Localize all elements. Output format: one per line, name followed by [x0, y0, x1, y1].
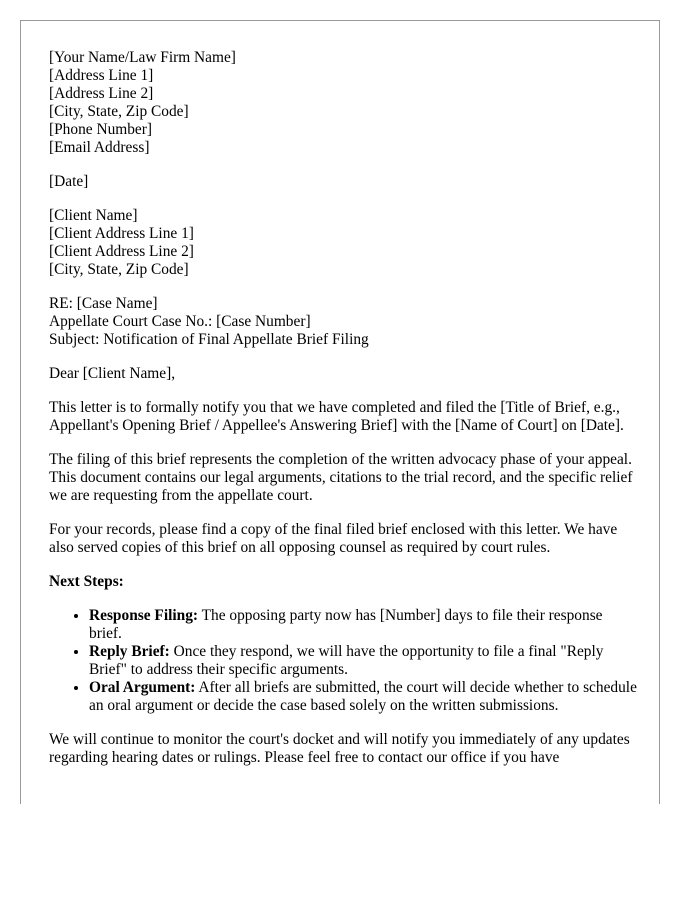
letter-content: [49, 49, 637, 783]
sender-phone: [Phone Number]: [49, 121, 153, 138]
recipient-name: [Client Name]: [49, 207, 138, 224]
list-item: [89, 607, 637, 643]
recipient-block: [49, 207, 637, 279]
next-steps-list: [49, 607, 637, 715]
recipient-city-state-zip: [City, State, Zip Code]: [49, 261, 189, 278]
sender-name: [Your Name/Law Firm Name]: [49, 49, 236, 66]
reference-block: [49, 295, 637, 349]
subject-line: Subject: Notification of Final Appellate Brief Filing: [49, 331, 369, 348]
sender-block: [49, 49, 637, 157]
list-item: [89, 643, 637, 679]
list-item: [89, 679, 637, 715]
list-item-text: After all briefs are submitted, the court will decide whether to schedule an oral argument or decide the case based solely on the written submissions.: [89, 679, 637, 714]
letter-page: [20, 20, 660, 804]
list-item-label: Response Filing:: [89, 607, 199, 624]
sender-city-state-zip: [City, State, Zip Code]: [49, 103, 189, 120]
next-steps-heading-text: Next Steps:: [49, 573, 124, 590]
re-case-name: RE: [Case Name]: [49, 295, 158, 312]
letter-date: [Date]: [49, 173, 89, 190]
list-item-text: The opposing party now has [Number] days to file their response brief.: [89, 607, 603, 642]
date-block: [49, 173, 637, 191]
next-steps-heading: [49, 573, 637, 591]
sender-email: [Email Address]: [49, 139, 150, 156]
list-item-label: Oral Argument:: [89, 679, 196, 696]
list-item-label: Reply Brief:: [89, 643, 170, 660]
sender-address-line-1: [Address Line 1]: [49, 67, 154, 84]
body-paragraph: For your records, please find a copy of the final filed brief enclosed with this letter. We have also served copies of this brief on all opposing counsel as required by court rules.: [49, 521, 618, 556]
sender-address-line-2: [Address Line 2]: [49, 85, 154, 102]
case-number: Appellate Court Case No.: [Case Number]: [49, 313, 311, 330]
salutation: Dear [Client Name],: [49, 365, 176, 382]
closing-paragraph: We will continue to monitor the court's docket and will notify you immediately of any updates regarding hearing dates or rulings. Please feel free to contact our office if you have: [49, 731, 630, 766]
body-paragraph: This letter is to formally notify you that we have completed and filed the [Title of Brief, e.g., Appellant's Opening Brief / Appellee's Answering Brief] with the [Name of Court] on [Date].: [49, 399, 624, 434]
list-item-text: Once they respond, we will have the opportunity to file a final "Reply Brief" to address their specific arguments.: [89, 643, 604, 678]
recipient-address-line-2: [Client Address Line 2]: [49, 243, 194, 260]
body-paragraph: The filing of this brief represents the completion of the written advocacy phase of your appeal. This document contains our legal arguments, citations to the trial record, and the specific relief we are requesting from the appellate court.: [49, 451, 633, 504]
recipient-address-line-1: [Client Address Line 1]: [49, 225, 194, 242]
